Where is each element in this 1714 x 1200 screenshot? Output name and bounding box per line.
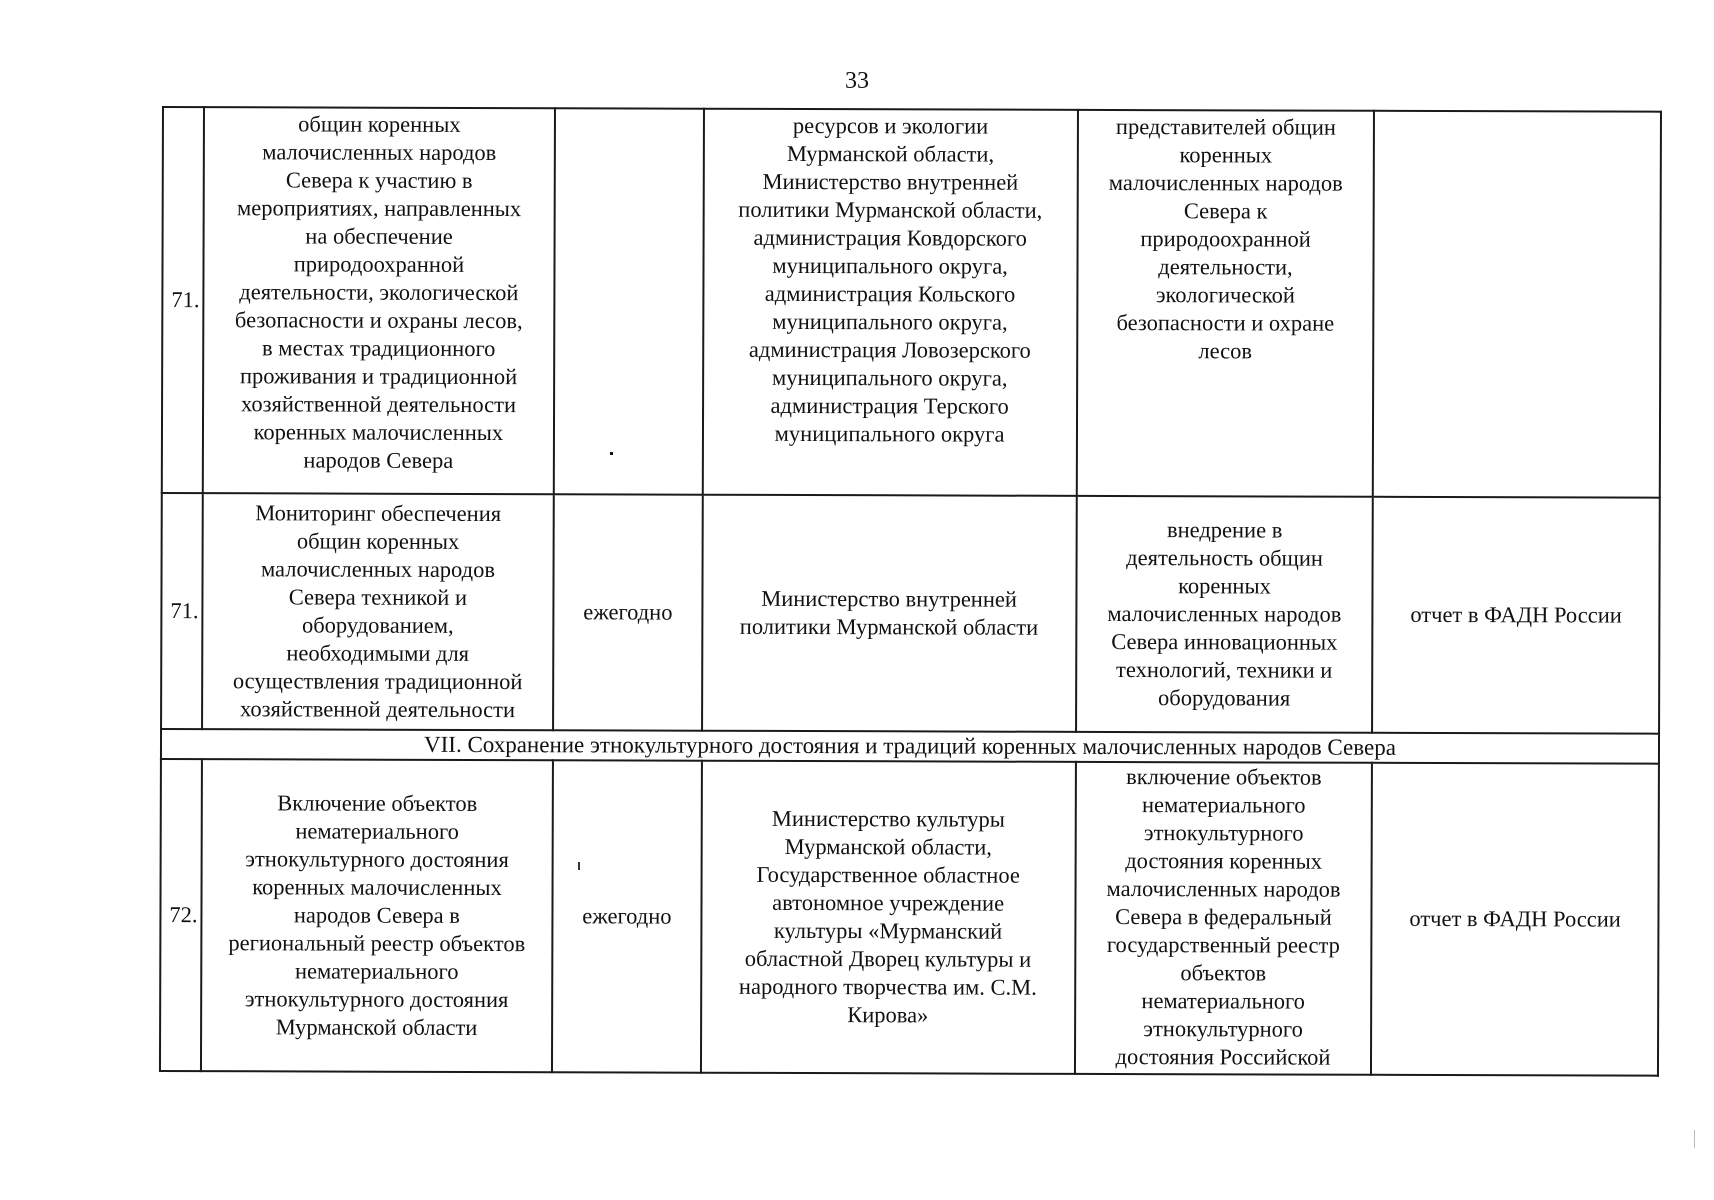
- scan-mark: [578, 862, 580, 870]
- scan-speck: [610, 452, 613, 455]
- report-cell: отчет в ФАДН России: [1371, 763, 1659, 1076]
- executor-cell: ресурсов и экологии Мурманской области, Министерство внутренней политики Мурманской области, администрация Ковдорского муниципального округа, администрация Кольского муниципального округа, администрация Ловозерского муниципального округа, администрация Терского муниципального округа: [702, 109, 1077, 496]
- event-cell: Включение объектов нематериального этнокультурного достояния коренных малочисленных народов Севера в региональный реестр объектов нематериального этнокультурного достояния Мурманской области: [201, 759, 554, 1072]
- term-cell: ежегодно: [552, 760, 701, 1072]
- row-number-cell: 71.: [162, 107, 204, 493]
- executor-cell: Министерство внутренней политики Мурманской области: [702, 495, 1077, 732]
- report-cell: [1373, 111, 1661, 498]
- row-number-cell: 71.: [161, 493, 202, 729]
- margin-mark: [1694, 1130, 1695, 1148]
- executor-cell: Министерство культуры Мурманской области, Государственное областное автономное учреждение культуры «Мурманский областной Дворец культуры и народного творчества им. С.М. Кирова»: [701, 761, 1076, 1074]
- page-number: 33: [845, 68, 869, 94]
- report-cell: отчет в ФАДН России: [1372, 497, 1659, 734]
- table-row-71-continued: [162, 107, 1661, 498]
- event-cell: общин коренных малочисленных народов Севера к участию в мероприятиях, направленных на обеспечение природоохранной деятельности, экологической безопасности и охраны лесов, в местах традиционного проживания и традиционной хозяйственной деятельности коренных малочисленных народов Севера: [202, 107, 555, 494]
- table-row-72: [160, 759, 1659, 1076]
- result-cell: внедрение в деятельность общин коренных малочисленных народов Севера инновационных технологий, техники и оборудования: [1076, 496, 1373, 733]
- row-number-cell: 72.: [160, 759, 202, 1071]
- term-cell: ежегодно: [553, 494, 702, 730]
- section-heading-row: [161, 729, 1659, 764]
- table-row-71: [161, 493, 1660, 734]
- measures-table: [159, 106, 1662, 1077]
- result-cell: включение объектов нематериального этнокультурного достояния коренных малочисленных народов Севера в федеральный государственный реестр объектов нематериального этнокультурного достояния Российской: [1075, 762, 1373, 1075]
- section-heading: VII. Сохранение этнокультурного достояния и традиций коренных малочисленных народов Севера: [161, 729, 1659, 764]
- term-cell: [554, 108, 704, 494]
- result-cell: представителей общин коренных малочисленных народов Севера к природоохранной деятельности, экологической безопасности и охране лесов: [1076, 110, 1374, 497]
- event-cell: Мониторинг обеспечения общин коренных малочисленных народов Севера техникой и оборудованием, необходимыми для осуществления традиционной хозяйственной деятельности: [202, 493, 554, 730]
